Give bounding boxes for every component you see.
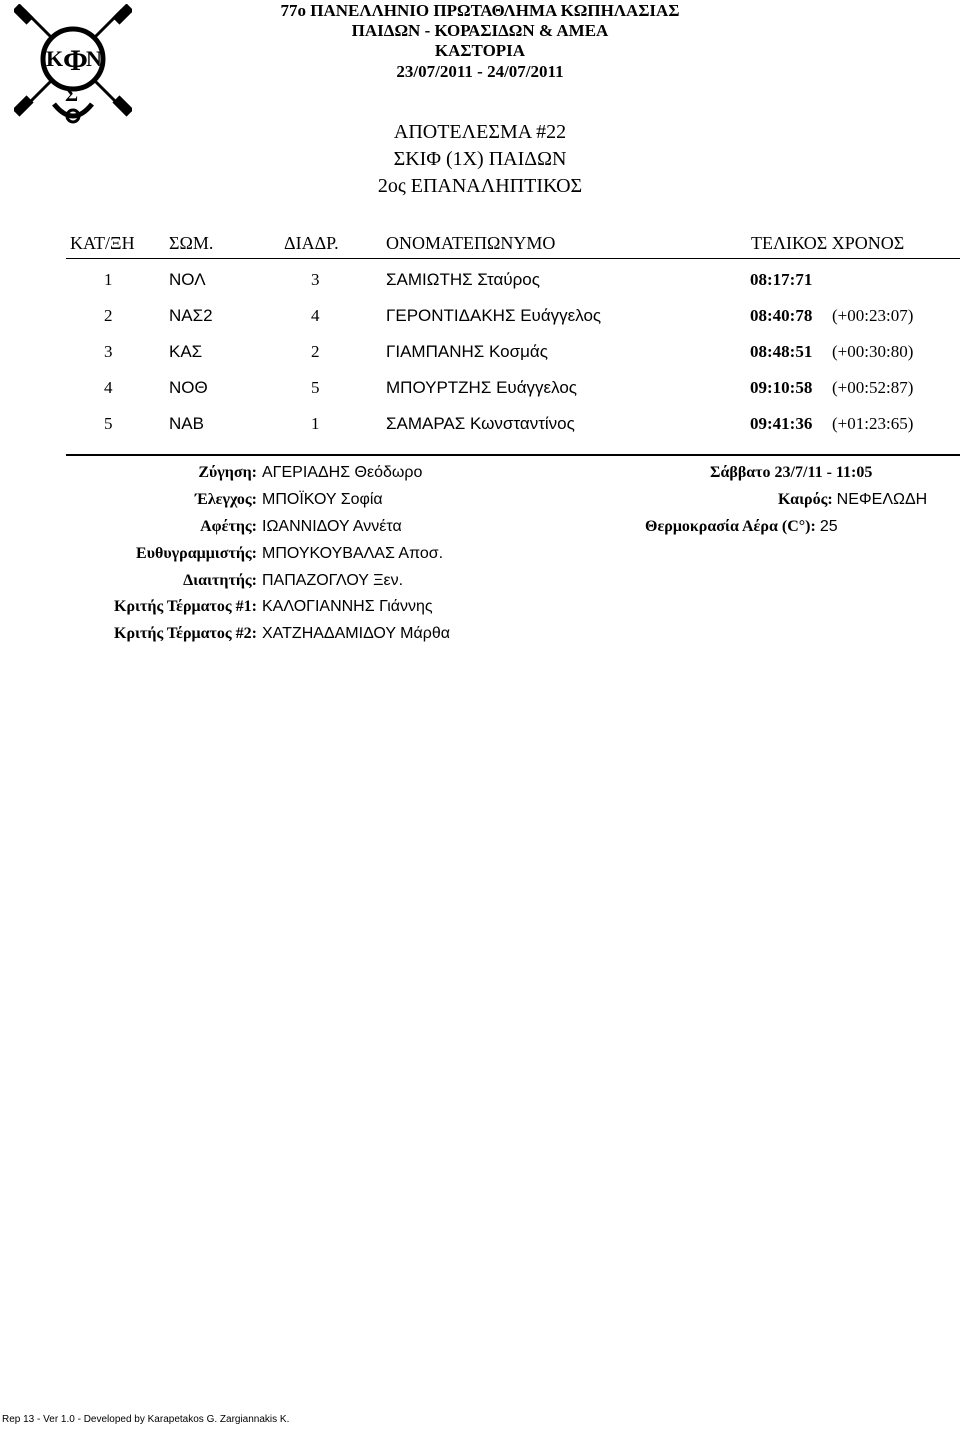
official-label: Διαιτητής:: [183, 572, 257, 589]
col-lane-header: ΔΙΑΔΡ.: [284, 233, 339, 253]
official-label: Έλεγχος:: [195, 491, 257, 508]
official-label: Ευθυγραμμιστής:: [136, 545, 257, 562]
row-club: ΚΑΣ: [169, 342, 203, 361]
results-divider: [66, 454, 960, 456]
svg-text:Ν: Ν: [86, 46, 102, 71]
col-time-header: ΤΕΛΙΚΟΣ ΧΡΟΝΟΣ: [751, 233, 905, 253]
weather-label: Καιρός:: [778, 491, 833, 508]
row-rank: 2: [104, 306, 113, 325]
temperature-info: [645, 518, 838, 536]
row-rank: 5: [104, 414, 113, 433]
official-name: ΠΑΠΑΖΟΓΛΟΥ Ξεν.: [262, 572, 404, 589]
row-time: 09:10:58: [750, 378, 813, 397]
row-club: ΝΟΛ: [169, 270, 206, 289]
row-lane: 3: [311, 270, 320, 289]
row-club: ΝΑΣ2: [169, 306, 213, 325]
race-round: 2ος ΕΠΑΝΑΛΗΠΤΙΚΟΣ: [377, 175, 583, 197]
svg-text:Κ: Κ: [46, 46, 64, 71]
championship-category: ΠΑΙΔΩΝ - ΚΟΡΑΣΙΔΩΝ & ΑΜΕΑ: [351, 21, 609, 40]
weather-info: [778, 491, 960, 509]
official-name: ΚΑΛΟΓΙΑΝΝΗΣ Γιάννης: [262, 598, 433, 615]
row-name: ΓΕΡΟΝΤΙΔΑΚΗΣ Ευάγγελος: [386, 306, 602, 325]
row-club: ΝΟΘ: [169, 378, 208, 397]
svg-text:Σ: Σ: [65, 84, 79, 106]
svg-text:Φ: Φ: [63, 44, 88, 77]
row-name: ΣΑΜΑΡΑΣ Κωνσταντίνος: [386, 414, 575, 433]
row-rank: 1: [104, 270, 113, 289]
championship-venue: ΚΑΣΤΟΡΙΑ: [434, 41, 526, 60]
row-diff: (+00:23:07): [832, 306, 914, 325]
col-club-header: ΣΩΜ.: [169, 233, 214, 253]
row-name: ΓΙΑΜΠΑΝΗΣ Κοσμάς: [386, 342, 548, 361]
official-name: ΜΠΟΥΚΟΥΒΑΛΑΣ Αποσ.: [262, 545, 444, 562]
official-label: Κριτής Τέρματος #1:: [114, 598, 257, 615]
official-name: ΙΩΑΝΝΙΔΟΥ Αννέτα: [262, 518, 402, 535]
result-number: ΑΠΟΤΕΛΕΣΜΑ #22: [393, 121, 567, 143]
temperature-label: Θερμοκρασία Αέρα (C°):: [645, 518, 816, 535]
official-name: ΜΠΟΪΚΟΥ Σοφία: [262, 491, 383, 508]
col-name-header: ΟΝΟΜΑΤΕΠΩΝΥΜΟ: [386, 233, 556, 253]
row-lane: 5: [311, 378, 320, 397]
row-rank: 3: [104, 342, 113, 361]
row-time: 09:41:36: [750, 414, 813, 433]
race-datetime: Σάββατο 23/7/11 - 11:05: [710, 464, 873, 481]
col-rank-header: ΚΑΤ/ΞΗ: [70, 233, 135, 253]
official-label: Αφέτης:: [200, 518, 257, 535]
row-time: 08:48:51: [750, 342, 813, 361]
championship-title: 77ο ΠΑΝΕΛΛΗΝΙΟ ΠΡΩΤΑΘΛΗΜΑ ΚΩΠΗΛΑΣΙΑΣ: [280, 1, 680, 20]
row-time: 08:17:71: [750, 270, 813, 289]
row-club: ΝΑΒ: [169, 414, 204, 433]
row-diff: (+00:52:87): [832, 378, 914, 397]
row-lane: 2: [311, 342, 320, 361]
official-label: Κριτής Τέρματος #2:: [114, 625, 257, 642]
row-diff: (+00:30:80): [832, 342, 914, 361]
row-rank: 4: [104, 378, 113, 397]
weather-value: ΝΕΦΕΛΩΔΗ: [836, 491, 928, 508]
row-lane: 4: [311, 306, 320, 325]
report-footer: Rep 13 - Ver 1.0 - Developed by Karapetakos G. Zargiannakis K.: [2, 1414, 290, 1425]
event-name: ΣΚΙΦ (1Χ) ΠΑΙΔΩΝ: [393, 148, 567, 170]
row-name: ΣΑΜΙΩΤΗΣ Σταύρος: [386, 270, 540, 289]
official-label: Ζύγηση:: [198, 464, 257, 481]
row-diff: (+01:23:65): [832, 414, 914, 433]
championship-dates: 23/07/2011 - 24/07/2011: [396, 62, 564, 81]
row-lane: 1: [311, 414, 320, 433]
official-name: ΧΑΤΖΗΑΔΑΜΙΔΟΥ Μάρθα: [262, 625, 450, 642]
official-name: ΑΓΕΡΙΑΔΗΣ Θεόδωρο: [262, 464, 423, 481]
row-name: ΜΠΟΥΡΤΖΗΣ Ευάγγελος: [386, 378, 578, 397]
temperature-value: 25: [819, 518, 838, 535]
header-divider: [66, 258, 960, 259]
row-time: 08:40:78: [750, 306, 813, 325]
